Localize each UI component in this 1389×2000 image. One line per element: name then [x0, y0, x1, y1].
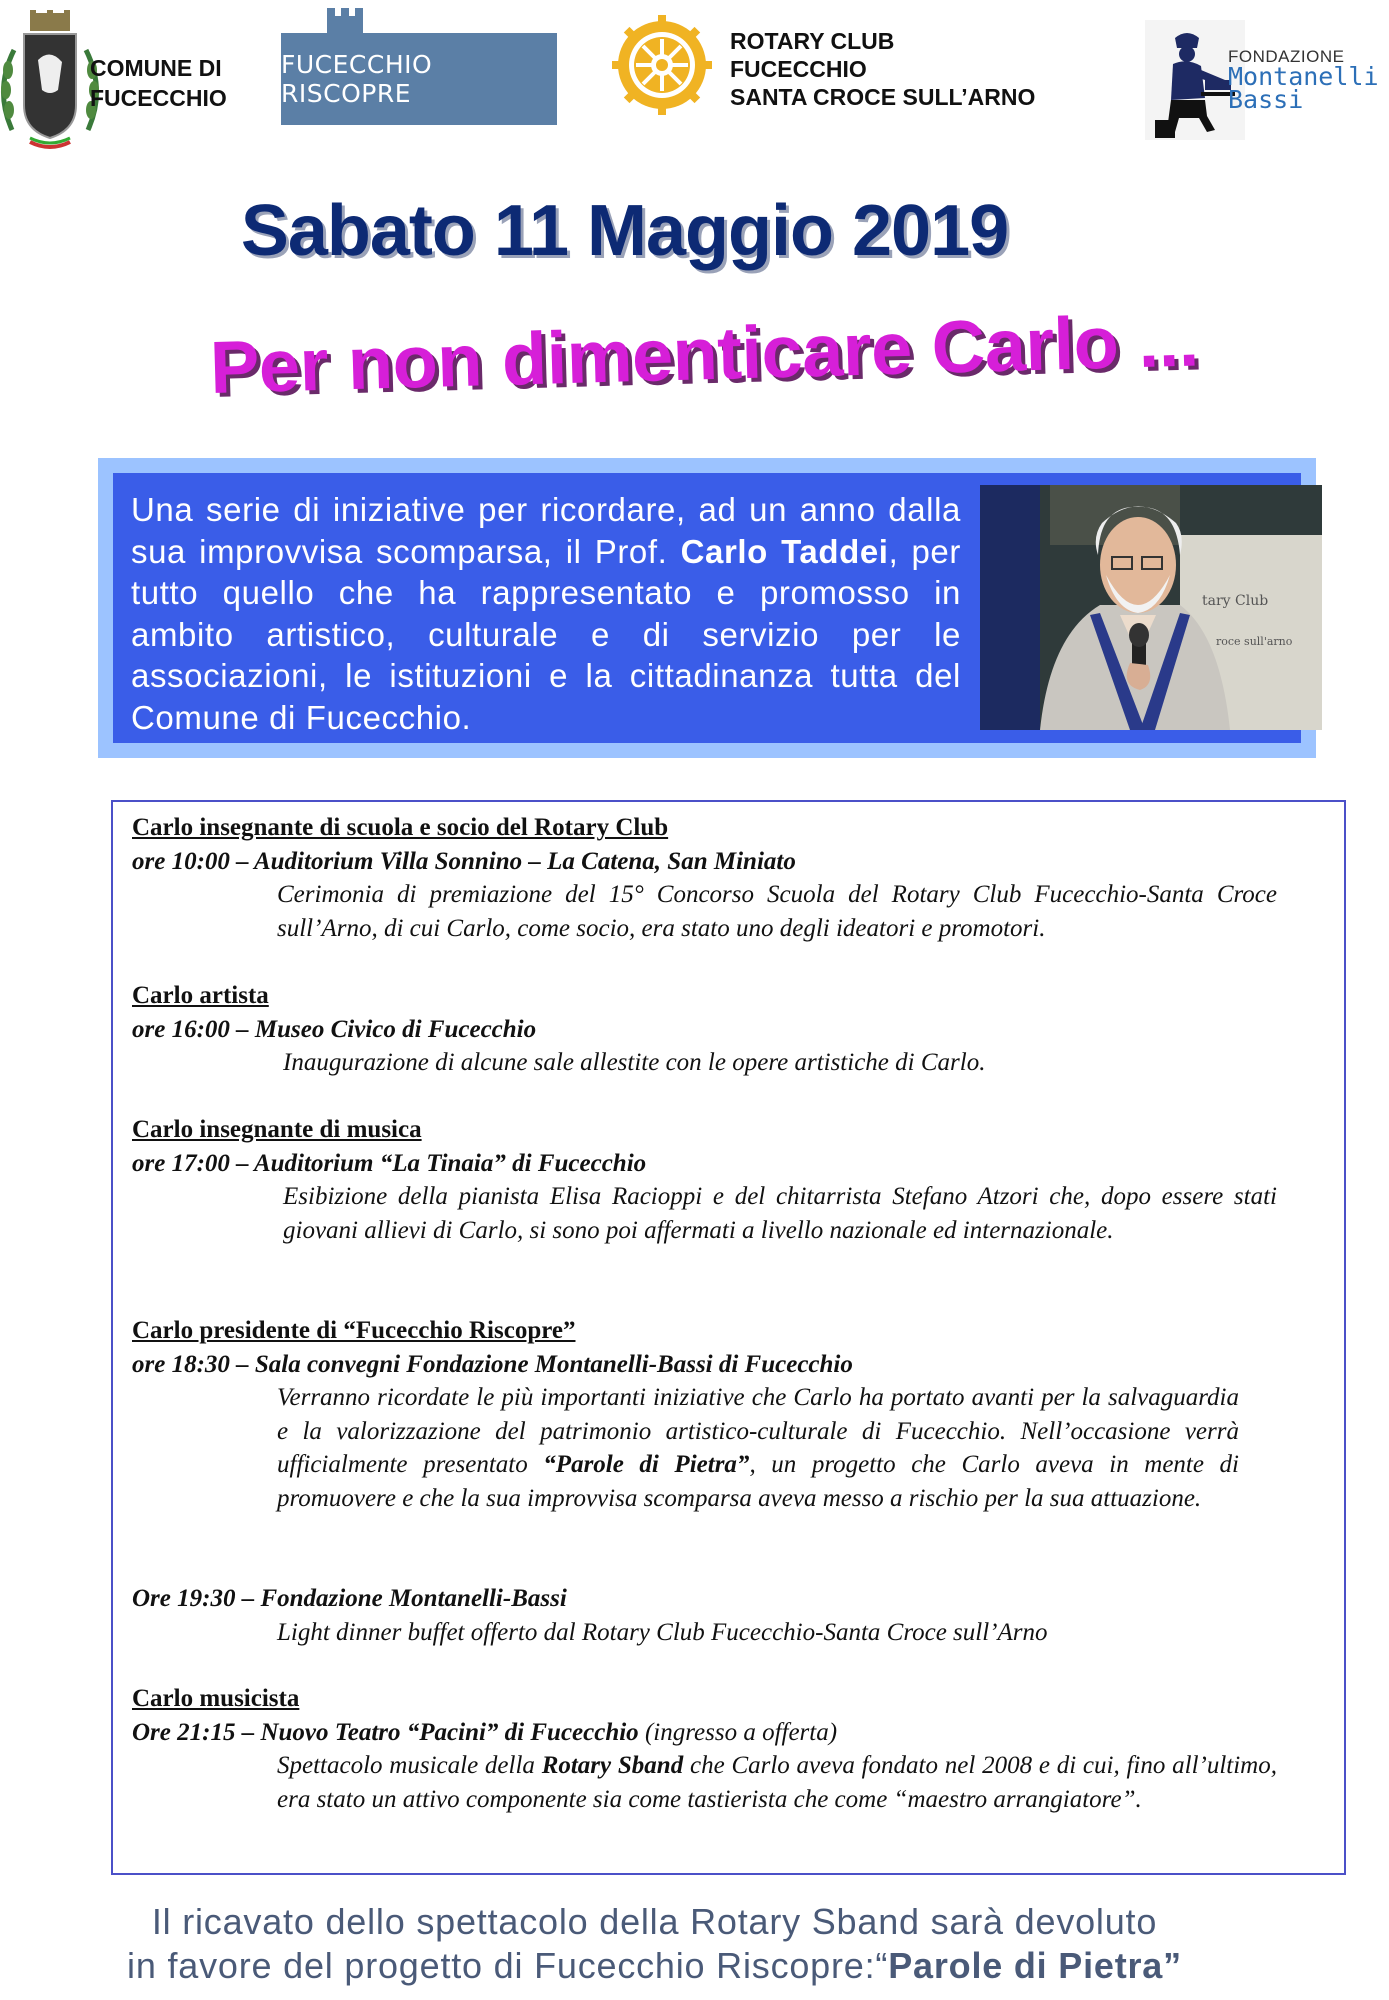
- section-time: ore 16:00 – Museo Civico di Fucecchio: [132, 1015, 537, 1043]
- svg-text:tary Club: tary Club: [1202, 593, 1269, 609]
- section-time: ore 18:30 – Sala convegni Fondazione Montanelli-Bassi di Fucecchio: [132, 1350, 853, 1378]
- footer-line2-bold: Parole di Pietra”: [888, 1945, 1182, 1986]
- rotary-logo: [612, 15, 1062, 115]
- section-description: [132, 1381, 1239, 1515]
- fondazione-logo: [1145, 20, 1379, 140]
- footer-line2: [0, 1944, 1349, 1988]
- intro-box: [98, 458, 1316, 758]
- section-title: Carlo insegnante di scuola e socio del Rotary Club: [132, 814, 669, 841]
- date-title: Sabato 11 Maggio 2019: [240, 191, 1009, 271]
- section-description: Esibizione della pianista Elisa Racioppi e del chitarrista Stefano Atzori che, dopo essere stati giovani allievi di Carlo, si sono poi affermati a livello nazionale ed internazionale.: [283, 1183, 1277, 1244]
- comune-line2: FUCECCHIO: [90, 85, 227, 111]
- section-time: ore 17:00 – Auditorium “La Tinaia” di Fucecchio: [132, 1149, 647, 1177]
- intro-text-before: Una serie di iniziative per ricordare, ad un anno dalla sua improvvisa scomparsa, il Prof.: [131, 491, 961, 570]
- intro-text: [131, 489, 961, 738]
- section-description: [132, 1749, 1277, 1816]
- description-text-after: che Carlo aveva fondato nel 2008 e di cui, fino all’ultimo, era stato un attivo componente sia come tastierista che come “maestro arrangiatore”.: [277, 1752, 1277, 1813]
- program-section-6: [132, 1682, 1277, 1816]
- section-time-note: (ingresso a offerta): [638, 1718, 838, 1746]
- footer-note: [0, 1900, 1349, 1988]
- tower-icon: [327, 8, 363, 36]
- svg-text:roce sull'arno: roce sull'arno: [1216, 635, 1293, 648]
- description-highlight: “Parole di Pietra”: [543, 1451, 750, 1478]
- program-section-3: [132, 1113, 1277, 1247]
- program-section-2: [132, 979, 1283, 1080]
- section-time: Ore 19:30 – Fondazione Montanelli-Bassi: [132, 1585, 567, 1612]
- comune-crest-icon: [0, 10, 100, 160]
- comune-line1: COMUNE DI: [90, 55, 222, 81]
- carlo-taddei-photo: [980, 485, 1322, 730]
- program-section-4: [132, 1314, 1239, 1515]
- program-section-5: [132, 1582, 1277, 1649]
- section-time: Ore 21:15 – Nuovo Teatro “Pacini” di Fucecchio: [132, 1718, 639, 1746]
- program-section-1: [132, 811, 1277, 945]
- section-title: Carlo artista: [132, 982, 269, 1009]
- section-title: Carlo musicista: [132, 1685, 300, 1712]
- description-text-after: , un progetto che Carlo aveva in mente di promuovere e che la sua improvvisa scomparsa aveva messo a rischio per la sua attuazione.: [277, 1451, 1239, 1512]
- comune-logo: [0, 10, 250, 160]
- rotary-line3: SANTA CROCE SULL’ARNO: [730, 84, 1036, 110]
- section-time-line: [132, 1716, 1277, 1750]
- rotary-wheel-icon: [612, 15, 712, 115]
- section-description: Cerimonia di premiazione del 15° Concorso Scuola del Rotary Club Fucecchio-Santa Croce sull’Arno, di cui Carlo, come socio, era stato uno degli ideatori e promotori.: [277, 881, 1277, 942]
- description-text: Spettacolo musicale della: [277, 1752, 542, 1779]
- section-description: Inaugurazione di alcune sale allestite con le opere artistiche di Carlo.: [283, 1049, 986, 1076]
- rotary-line1: ROTARY CLUB: [730, 28, 895, 54]
- footer-line1: Il ricavato dello spettacolo della Rotary Sband sarà devoluto: [151, 1901, 1158, 1942]
- riscopre-label: FUCECCHIO RISCOPRE: [281, 50, 433, 108]
- main-title: Per non dimenticare Carlo ...: [208, 298, 1200, 409]
- section-time: ore 10:00 – Auditorium Villa Sonnino – La Catena, San Miniato: [132, 847, 796, 875]
- intro-panel: [113, 473, 1301, 743]
- section-title: Carlo presidente di “Fucecchio Riscopre”: [132, 1317, 576, 1344]
- description-text: Verranno ricordate le più importanti iniziative che Carlo ha portato avanti per la salvaguardia e la valorizzazione del patrimonio artistico-culturale di Fucecchio. Nell’occasione verrà ufficialmente presentato: [277, 1384, 1239, 1478]
- section-title: Carlo insegnante di musica: [132, 1116, 422, 1143]
- program-box: [111, 800, 1346, 1875]
- fondazione-line2: Montanelli: [1228, 62, 1379, 91]
- intro-name: Carlo Taddei: [680, 532, 889, 570]
- footer-line2-text: in favore del progetto di Fucecchio Riscopre:“: [127, 1945, 889, 1986]
- section-description: Light dinner buffet offerto dal Rotary Club Fucecchio-Santa Croce sull’Arno: [277, 1618, 1048, 1646]
- fucecchio-riscopre-logo: [281, 33, 557, 125]
- fondazione-line1: FONDAZIONE: [1228, 47, 1345, 66]
- intro-text-after: , per tutto quello che ha rappresentato e promosso in ambito artistico, culturale e di servizio per le associazioni, le istituzioni e la cittadinanza tutta del Comune di Fucecchio.: [131, 532, 961, 736]
- rotary-line2: FUCECCHIO: [730, 56, 867, 82]
- description-highlight: Rotary Sband: [541, 1752, 684, 1779]
- fondazione-line3: Bassi: [1228, 85, 1304, 114]
